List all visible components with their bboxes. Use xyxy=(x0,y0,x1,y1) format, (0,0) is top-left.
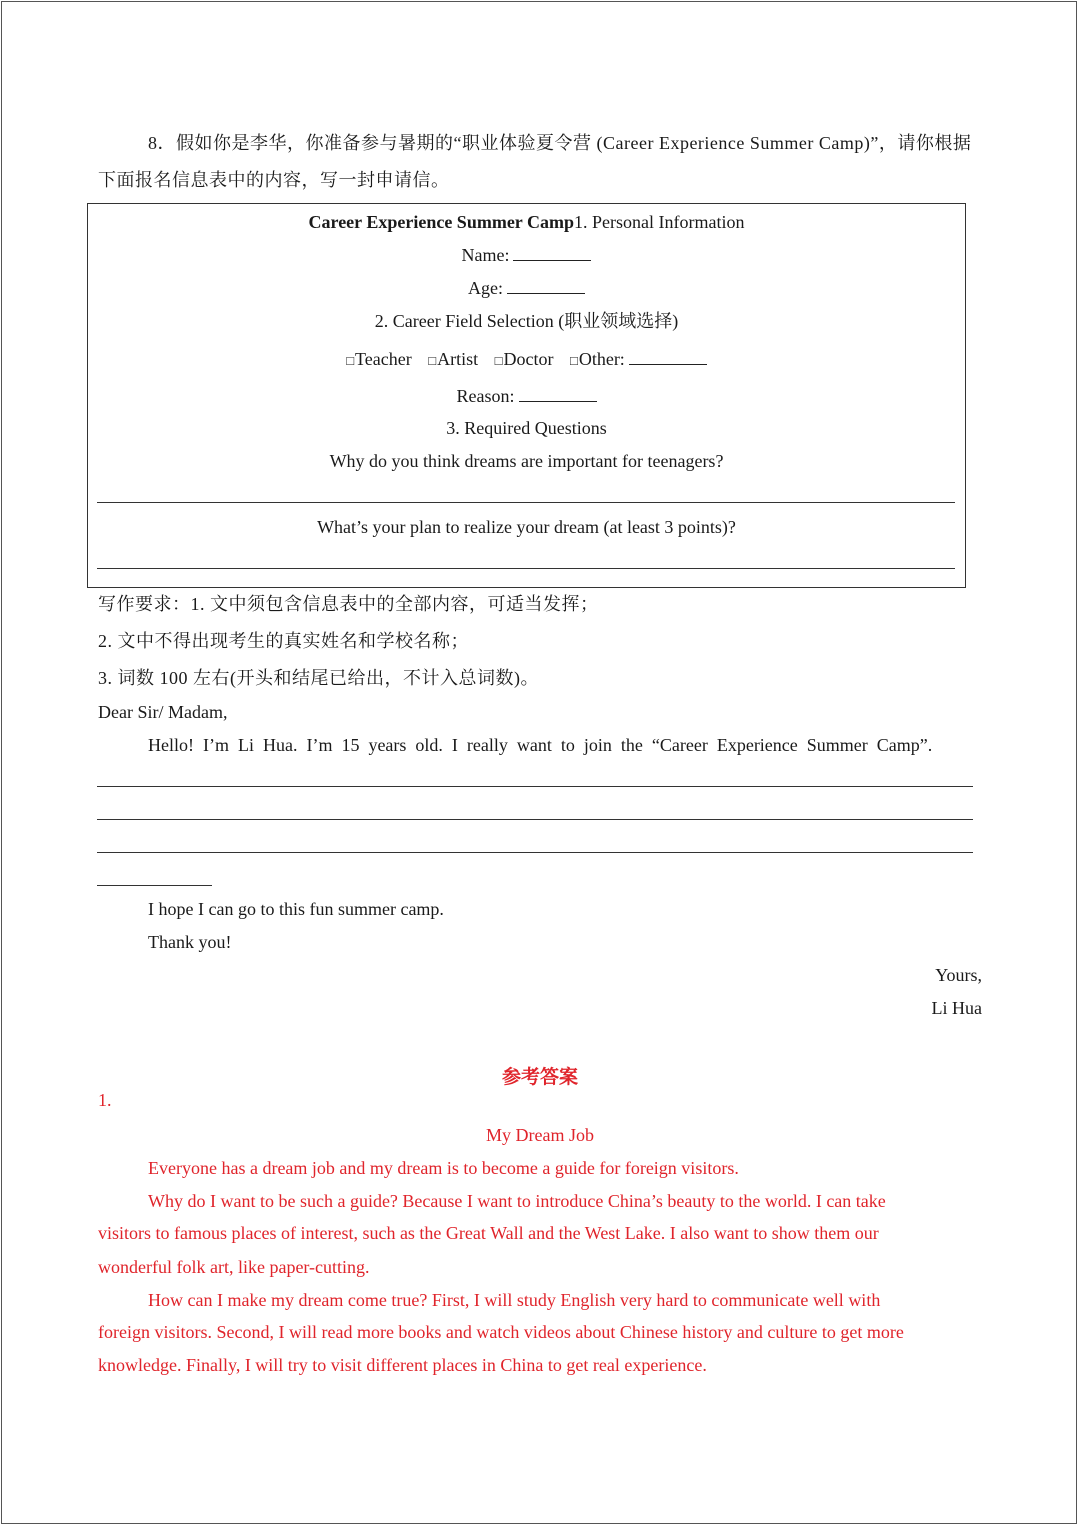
other-blank xyxy=(629,348,707,365)
name-blank xyxy=(513,244,591,261)
age-label: Age: xyxy=(468,278,503,298)
essay-paragraph-2-line-3: wonderful folk art, like paper-cutting. xyxy=(98,1257,370,1277)
letter-opening: Hello! I’m Li Hua. I’m 15 years old. I really want to join the “Career Experience Summer Camp”. xyxy=(148,735,933,755)
requirement-1: 写作要求：1. 文中须包含信息表中的全部内容，可适当发挥； xyxy=(98,594,599,614)
form-section-3: 3. Required Questions xyxy=(446,418,607,438)
option-artist: □Artist xyxy=(428,349,479,369)
age-field xyxy=(87,276,966,300)
reason-field xyxy=(87,384,966,408)
age-blank xyxy=(507,277,585,294)
option-doctor: □Doctor xyxy=(494,349,554,369)
question-2: What’s your plan to realize your dream (at least 3 points)? xyxy=(317,517,736,537)
checkbox-icon: □ xyxy=(428,353,437,368)
writing-line-3 xyxy=(97,852,973,853)
reason-blank xyxy=(519,385,597,402)
answer-heading: 参考答案 xyxy=(501,1067,578,1088)
career-options xyxy=(87,347,966,373)
essay-paragraph-3-line-1: How can I make my dream come true? First, I will study English very hard to communicate well with xyxy=(148,1290,881,1310)
signature: Li Hua xyxy=(931,998,982,1018)
name-field xyxy=(87,243,966,267)
essay-paragraph-2-line-2: visitors to famous places of interest, such as the Great Wall and the West Lake. I also want to show them our xyxy=(98,1223,879,1243)
salutation: Dear Sir/ Madam, xyxy=(98,702,228,722)
essay-paragraph-3-line-2: foreign visitors. Second, I will read more books and watch videos about Chinese history and culture to get more xyxy=(98,1322,904,1342)
checkbox-icon: □ xyxy=(569,353,578,368)
essay-paragraph-3-line-3: knowledge. Finally, I will try to visit different places in China to get real experience. xyxy=(98,1355,707,1375)
requirement-3: 3. 词数 100 左右(开头和结尾已给出，不计入总词数)。 xyxy=(98,668,539,688)
writing-line-4 xyxy=(97,885,212,886)
question-line-1: 8．假如你是李华，你准备参与暑期的“职业体验夏令营 (Career Experience Summer Camp)”，请你根据 xyxy=(148,133,972,153)
form-section-1: 1. Personal Information xyxy=(573,212,745,232)
essay-paragraph-2-line-1: Why do I want to be such a guide? Because I want to introduce China’s beauty to the world. I can take xyxy=(148,1191,886,1211)
form-section-2: 2. Career Field Selection (职业领域选择) xyxy=(374,311,679,331)
question-1: Why do you think dreams are important for teenagers? xyxy=(329,451,724,471)
letter-closing-1: I hope I can go to this fun summer camp. xyxy=(148,899,444,919)
form-title: Career Experience Summer Camp xyxy=(308,212,574,232)
essay-paragraph-1: Everyone has a dream job and my dream is to become a guide for foreign visitors. xyxy=(148,1158,739,1178)
checkbox-icon: □ xyxy=(494,353,503,368)
answer-line-2 xyxy=(97,568,955,569)
checkbox-icon: □ xyxy=(346,353,355,368)
letter-closing-2: Thank you! xyxy=(148,932,232,952)
writing-line-1 xyxy=(97,786,973,787)
signoff: Yours, xyxy=(935,965,982,985)
answer-line-1 xyxy=(97,502,955,503)
question-line-2: 下面报名信息表中的内容，写一封申请信。 xyxy=(98,170,450,190)
requirement-2: 2. 文中不得出现考生的真实姓名和学校名称； xyxy=(98,631,469,651)
answer-number: 1. xyxy=(98,1090,112,1110)
name-label: Name: xyxy=(461,245,510,265)
form-title-line xyxy=(87,210,966,234)
writing-line-2 xyxy=(97,819,973,820)
option-other: □Other: xyxy=(570,349,707,369)
essay-title: My Dream Job xyxy=(486,1125,594,1145)
reason-label: Reason: xyxy=(456,386,515,406)
option-teacher: □Teacher xyxy=(346,349,412,369)
